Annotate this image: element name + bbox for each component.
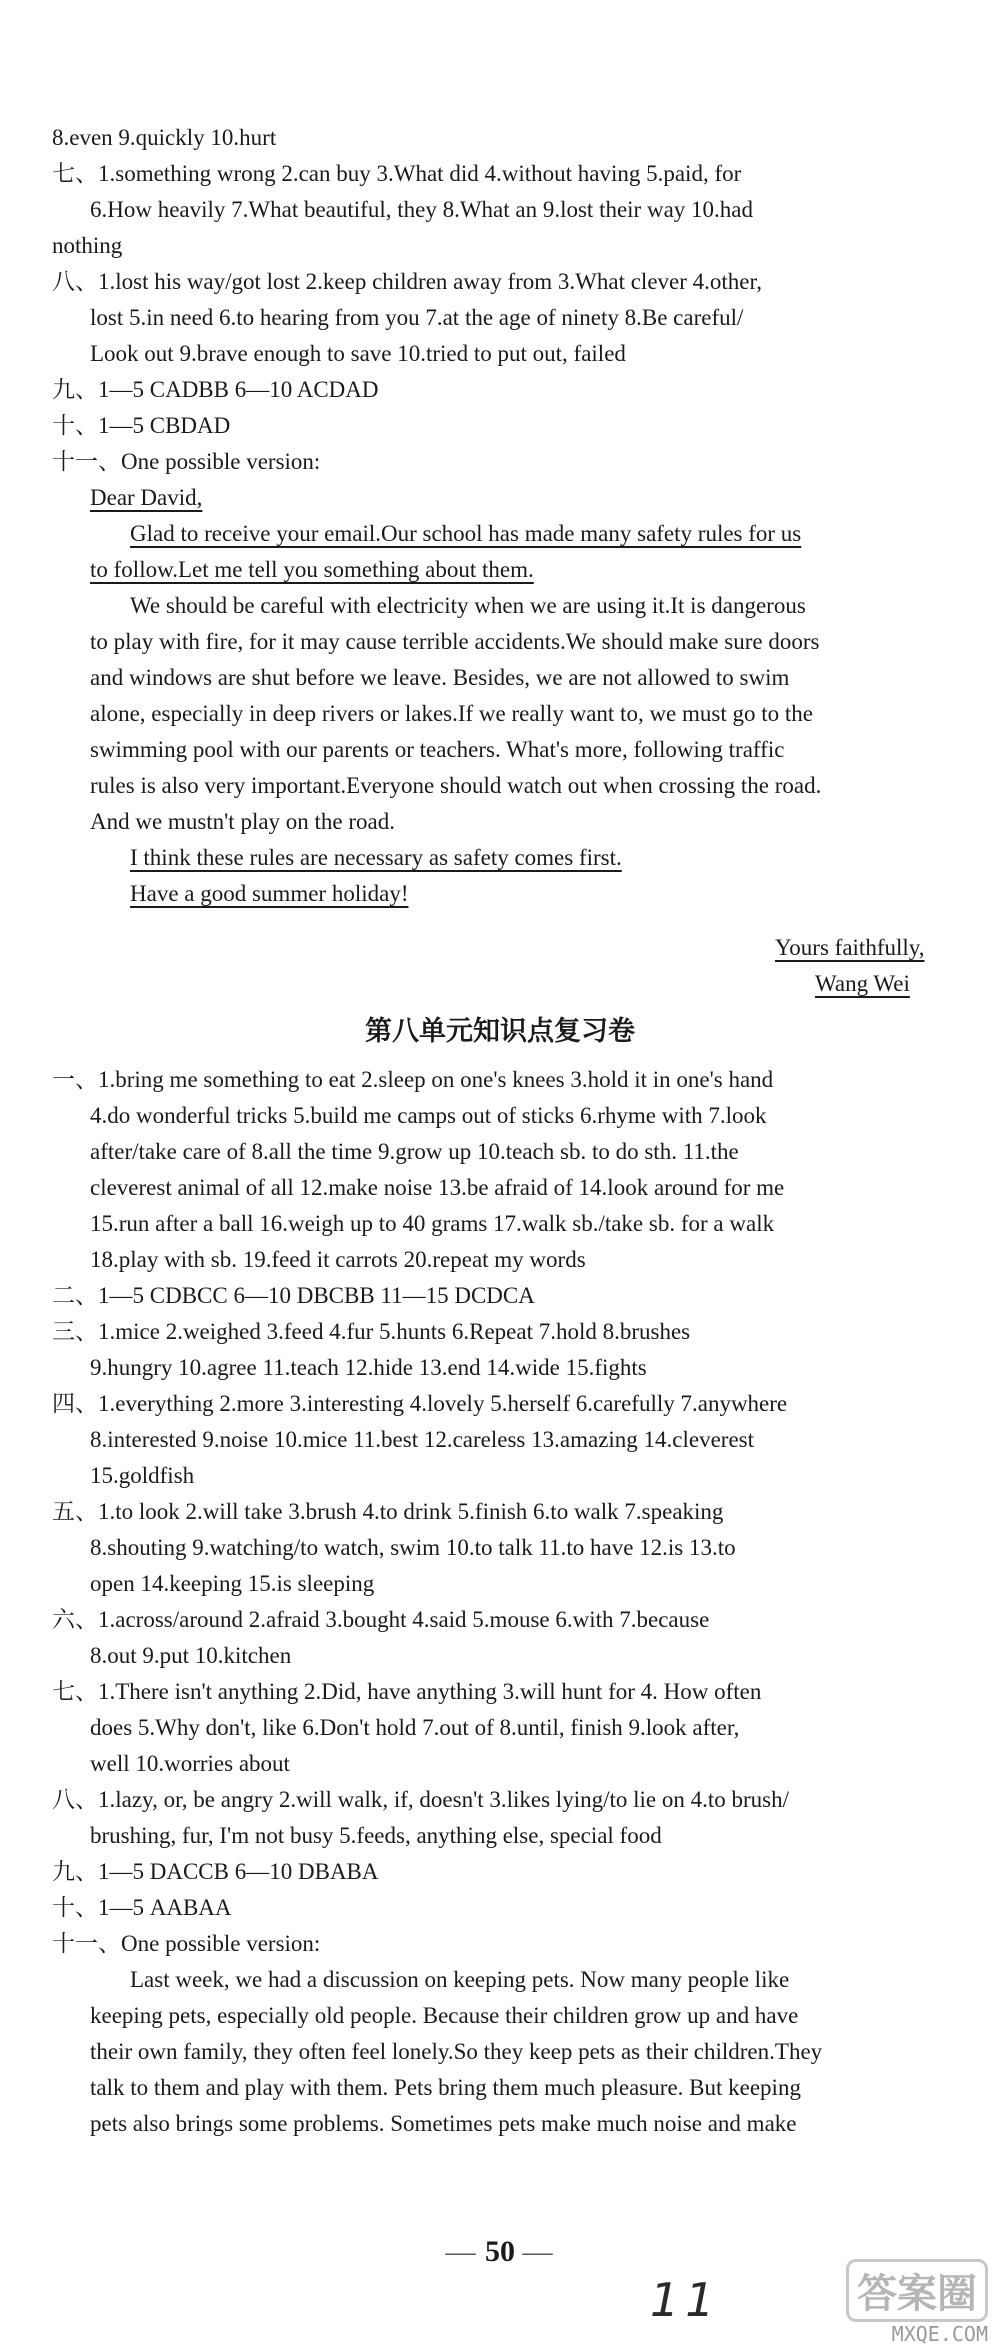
- answer-line: 8.even 9.quickly 10.hurt: [52, 125, 277, 150]
- answer-line: rules is also very important.Everyone should watch out when crossing the road.: [90, 773, 822, 798]
- answer-line: Have a good summer holiday!: [130, 881, 409, 906]
- answer-line: alone, especially in deep rivers or lakes.If we really want to, we must go to the: [90, 701, 813, 726]
- answer-line: 六、1.across/around 2.afraid 3.bought 4.said 5.mouse 6.with 7.because: [52, 1607, 710, 1632]
- answer-line: Yours faithfully,: [775, 935, 925, 960]
- answer-line: 15.goldfish: [90, 1463, 195, 1488]
- answer-line: Wang Wei: [815, 971, 910, 996]
- handwritten-mark: 11: [650, 2273, 721, 2327]
- answer-line: lost 5.in need 6.to hearing from you 7.at the age of ninety 8.Be careful/: [90, 305, 744, 330]
- answer-line: Look out 9.brave enough to save 10.tried to put out, failed: [90, 341, 626, 366]
- section-heading: 第八单元知识点复习卷: [365, 1016, 635, 1047]
- answer-line: Dear David,: [90, 485, 203, 510]
- answer-line: keeping pets, especially old people. Because their children grow up and have: [90, 2003, 799, 2028]
- answer-line: 三、1.mice 2.weighed 3.feed 4.fur 5.hunts 6.Repeat 7.hold 8.brushes: [52, 1319, 691, 1344]
- answer-line: cleverest animal of all 12.make noise 13.be afraid of 14.look around for me: [90, 1175, 785, 1200]
- watermark-logo: 答案圈: [846, 2259, 988, 2322]
- answer-line: 8.out 9.put 10.kitchen: [90, 1643, 292, 1668]
- answer-line: 十、1—5 AABAA: [52, 1895, 232, 1920]
- answer-line: 二、1—5 CDBCC 6—10 DBCBB 11—15 DCDCA: [52, 1283, 535, 1308]
- answer-line: 15.run after a ball 16.weigh up to 40 grams 17.walk sb./take sb. for a walk: [90, 1211, 775, 1236]
- answer-line: open 14.keeping 15.is sleeping: [90, 1571, 375, 1596]
- answer-line: brushing, fur, I'm not busy 5.feeds, anything else, special food: [90, 1823, 662, 1848]
- answer-line: 8.interested 9.noise 10.mice 11.best 12.careless 13.amazing 14.cleverest: [90, 1427, 755, 1452]
- answer-line: talk to them and play with them. Pets bring them much pleasure. But keeping: [90, 2075, 801, 2100]
- answer-line: And we mustn't play on the road.: [90, 809, 396, 834]
- answer-line: Glad to receive your email.Our school has made many safety rules for us: [130, 521, 802, 546]
- answer-line: 九、1—5 CADBB 6—10 ACDAD: [52, 377, 379, 402]
- answer-line: 18.play with sb. 19.feed it carrots 20.repeat my words: [90, 1247, 586, 1272]
- page-number: — 50 —: [445, 2235, 555, 2268]
- answer-line: We should be careful with electricity when we are using it.It is dangerous: [130, 593, 806, 618]
- answer-line: 九、1—5 DACCB 6—10 DBABA: [52, 1859, 379, 1884]
- answer-line: and windows are shut before we leave. Besides, we are not allowed to swim: [90, 665, 790, 690]
- answer-line: does 5.Why don't, like 6.Don't hold 7.out of 8.until, finish 9.look after,: [90, 1715, 740, 1740]
- answer-line: after/take care of 8.all the time 9.grow up 10.teach sb. to do sth. 11.the: [90, 1139, 739, 1164]
- answer-line: swimming pool with our parents or teachers. What's more, following traffic: [90, 737, 785, 762]
- answer-line: 一、1.bring me something to eat 2.sleep on one's knees 3.hold it in one's hand: [52, 1067, 774, 1092]
- answer-line: Last week, we had a discussion on keeping pets. Now many people like: [130, 1967, 790, 1992]
- answer-line: I think these rules are necessary as safety comes first.: [130, 845, 622, 870]
- answer-line: 八、1.lost his way/got lost 2.keep children away from 3.What clever 4.other,: [52, 269, 762, 294]
- answer-line: well 10.worries about: [90, 1751, 290, 1776]
- answer-line: 七、1.something wrong 2.can buy 3.What did 4.without having 5.paid, for: [52, 161, 742, 186]
- answer-line: 6.How heavily 7.What beautiful, they 8.What an 9.lost their way 10.had: [90, 197, 753, 222]
- answer-line: 十一、One possible version:: [52, 1931, 321, 1956]
- answer-line: 4.do wonderful tricks 5.build me camps out of sticks 6.rhyme with 7.look: [90, 1103, 767, 1128]
- answer-line: 8.shouting 9.watching/to watch, swim 10.to talk 11.to have 12.is 13.to: [90, 1535, 736, 1560]
- answer-line: pets also brings some problems. Sometimes pets make much noise and make: [90, 2111, 797, 2136]
- answer-line: 十一、One possible version:: [52, 449, 321, 474]
- answer-line: 十、1—5 CBDAD: [52, 413, 231, 438]
- answer-line: 八、1.lazy, or, be angry 2.will walk, if, doesn't 3.likes lying/to lie on 4.to brush/: [52, 1787, 789, 1812]
- answer-line: to play with fire, for it may cause terrible accidents.We should make sure doors: [90, 629, 820, 654]
- watermark: [846, 2259, 988, 2346]
- answer-line: 五、1.to look 2.will take 3.brush 4.to drink 5.finish 6.to walk 7.speaking: [52, 1499, 724, 1524]
- answer-line: to follow.Let me tell you something about them.: [90, 557, 534, 582]
- watermark-url: MXQE.COM: [891, 2322, 988, 2346]
- answer-line: their own family, they often feel lonely.So they keep pets as their children.They: [90, 2039, 823, 2064]
- page-number-value: 50: [485, 2235, 515, 2268]
- answer-line: 七、1.There isn't anything 2.Did, have anything 3.will hunt for 4. How often: [52, 1679, 762, 1704]
- answer-line: nothing: [52, 233, 123, 258]
- answer-line: 9.hungry 10.agree 11.teach 12.hide 13.end 14.wide 15.fights: [90, 1355, 647, 1380]
- answer-line: 四、1.everything 2.more 3.interesting 4.lovely 5.herself 6.carefully 7.anywhere: [52, 1391, 788, 1416]
